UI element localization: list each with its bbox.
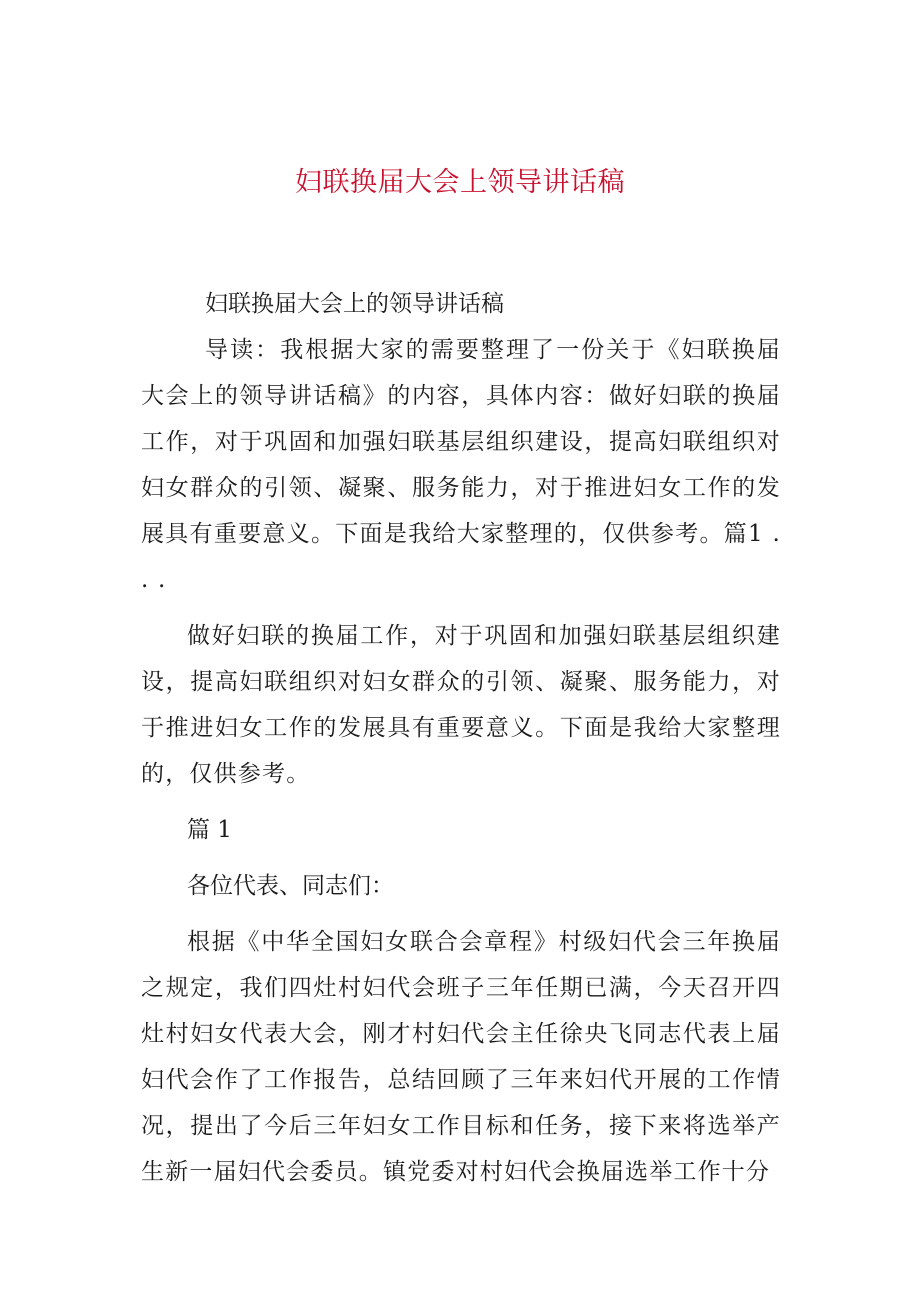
document-subtitle: 妇联换届大会上的领导讲话稿 — [205, 291, 504, 317]
section-heading: 篇 1 — [187, 817, 232, 843]
salutation: 各位代表、同志们： — [187, 873, 394, 899]
intro-paragraph: 导读：我根据大家的需要整理了一份关于《妇联换届大会上的领导讲话稿》的内容，具体内容：做好妇联的换届工作，对于巩固和加强妇联基层组织建设，提高妇联组织对妇女群众的引领、凝聚、服务能力，对于推进妇女工作的发展具有重要意义。下面是我给大家整理的，仅供参考。篇1 . . . — [141, 337, 781, 593]
document-body — [141, 281, 781, 1195]
body-paragraph-2: 根据《中华全国妇女联合会章程》村级妇代会三年换届之规定，我们四灶村妇代会班子三年任期已满，今天召开四灶村妇女代表大会，刚才村妇代会主任徐央飞同志代表上届妇代会作了工作报告，总结回顾了三年来妇代开展的工作情况，提出了今后三年妇女工作目标和任务，接下来将选举产生新一届妇代会委员。镇党委对村妇代会换届选举工作十分 — [141, 929, 781, 1185]
body-paragraph-1: 做好妇联的换届工作，对于巩固和加强妇联基层组织建设，提高妇联组织对妇女群众的引领、凝聚、服务能力，对于推进妇女工作的发展具有重要意义。下面是我给大家整理的，仅供参考。 — [141, 623, 781, 787]
document-title: 妇联换届大会上领导讲话稿 — [295, 167, 625, 198]
